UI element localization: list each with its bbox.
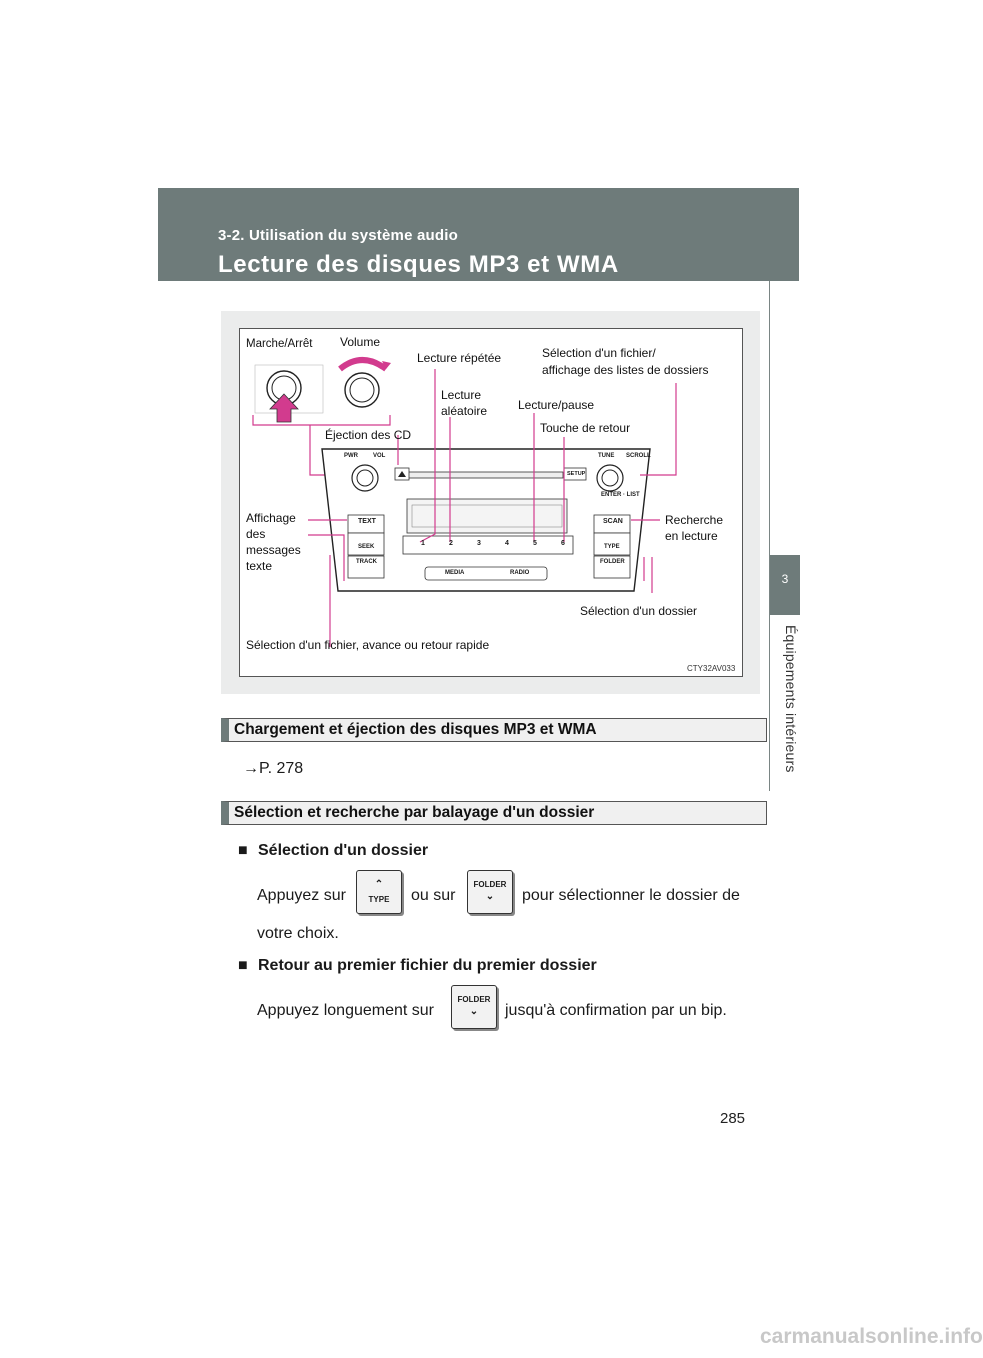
volume-knob-inset [340, 360, 391, 407]
instruction-text-1b: ou sur [411, 887, 456, 904]
label-back: Touche de retour [540, 421, 631, 435]
preset-5: 5 [533, 540, 537, 547]
unit-radio-button: RADIO [510, 570, 530, 576]
figure-code: CTY32AV033 [687, 664, 736, 673]
label-file-select-list-2: affichage des listes de dossiers [542, 363, 709, 377]
unit-vol-label: VOL [373, 453, 386, 459]
label-file-seek: Sélection d'un fichier, avance ou retour rapide [246, 638, 490, 652]
folder-button-icon: FOLDER ⌄ [451, 985, 497, 1029]
instruction-text-1a: Appuyez sur [257, 887, 346, 904]
page-number: 285 [720, 1110, 746, 1127]
label-folder-select: Sélection d'un dossier [580, 604, 698, 618]
page-title: Lecture des disques MP3 et WMA [218, 251, 619, 278]
section-title-folder-select: Sélection et recherche par balayage d'un dossier [234, 804, 595, 821]
unit-media-button: MEDIA [445, 570, 465, 576]
label-scan-1: Recherche [665, 513, 724, 527]
label-volume: Volume [340, 335, 381, 349]
section-label: 3-2. Utilisation du système audio [218, 227, 458, 244]
side-divider [769, 281, 770, 791]
label-text-4: texte [246, 559, 273, 573]
bullet-square-icon: ■ [238, 842, 248, 859]
preset-4: 4 [505, 540, 509, 547]
instruction-text-2a: Appuyez longuement sur [257, 1002, 434, 1019]
label-scan-2: en lecture [665, 529, 718, 543]
bullet-square-icon: ■ [238, 957, 248, 974]
instruction-text-1d: votre choix. [257, 925, 339, 942]
label-random-1: Lecture [441, 388, 482, 402]
unit-folder-button: FOLDER [600, 559, 625, 565]
unit-track-button: TRACK [356, 559, 377, 565]
page-reference: →P. 278 [243, 760, 304, 777]
bullet-title-folder-select: Sélection d'un dossier [258, 842, 429, 859]
unit-text-button: TEXT [358, 518, 376, 525]
bullet-title-return-first: Retour au premier fichier du premier dossier [258, 957, 597, 974]
preset-6: 6 [561, 540, 565, 547]
preset-2: 2 [449, 540, 453, 547]
watermark: carmanualsonline.info [760, 1325, 983, 1348]
label-eject: Éjection des CD [325, 428, 412, 442]
figure-frame [239, 328, 743, 677]
chapter-label: Équipements intérieurs [783, 625, 799, 773]
label-text-2: des [246, 527, 266, 541]
audio-unit-diagram [240, 329, 742, 676]
unit-enter-list-label: ENTER · LIST [601, 492, 640, 498]
preset-1: 1 [421, 540, 425, 547]
folder-button-icon: FOLDER ⌄ [467, 870, 513, 914]
unit-tune-label: TUNE [598, 453, 615, 459]
label-text-1: Affichage [246, 511, 296, 525]
unit-pwr-label: PWR [344, 453, 358, 459]
label-random-2: aléatoire [441, 404, 488, 418]
type-button-icon: ⌃ TYPE [356, 870, 402, 914]
label-play-pause: Lecture/pause [518, 398, 595, 412]
unit-setup-label: SETUP [567, 471, 586, 477]
unit-scroll-label: SCROLL [626, 453, 651, 459]
label-power: Marche/Arrêt [246, 338, 313, 350]
label-repeat: Lecture répétée [417, 351, 502, 365]
instruction-text-2b: jusqu'à confirmation par un bip. [505, 1002, 727, 1019]
instruction-text-1c: pour sélectionner le dossier de [522, 887, 740, 904]
preset-3: 3 [477, 540, 481, 547]
unit-seek-button: SEEK [358, 544, 375, 550]
unit-scan-button: SCAN [603, 518, 623, 525]
label-text-3: messages [246, 543, 301, 557]
unit-type-button: TYPE [604, 544, 620, 550]
power-knob-inset [255, 365, 323, 422]
section-title-load-eject: Chargement et éjection des disques MP3 et WMA [234, 721, 597, 738]
label-file-select-list: Sélection d'un fichier/ [542, 346, 656, 360]
chapter-number: 3 [781, 572, 789, 586]
